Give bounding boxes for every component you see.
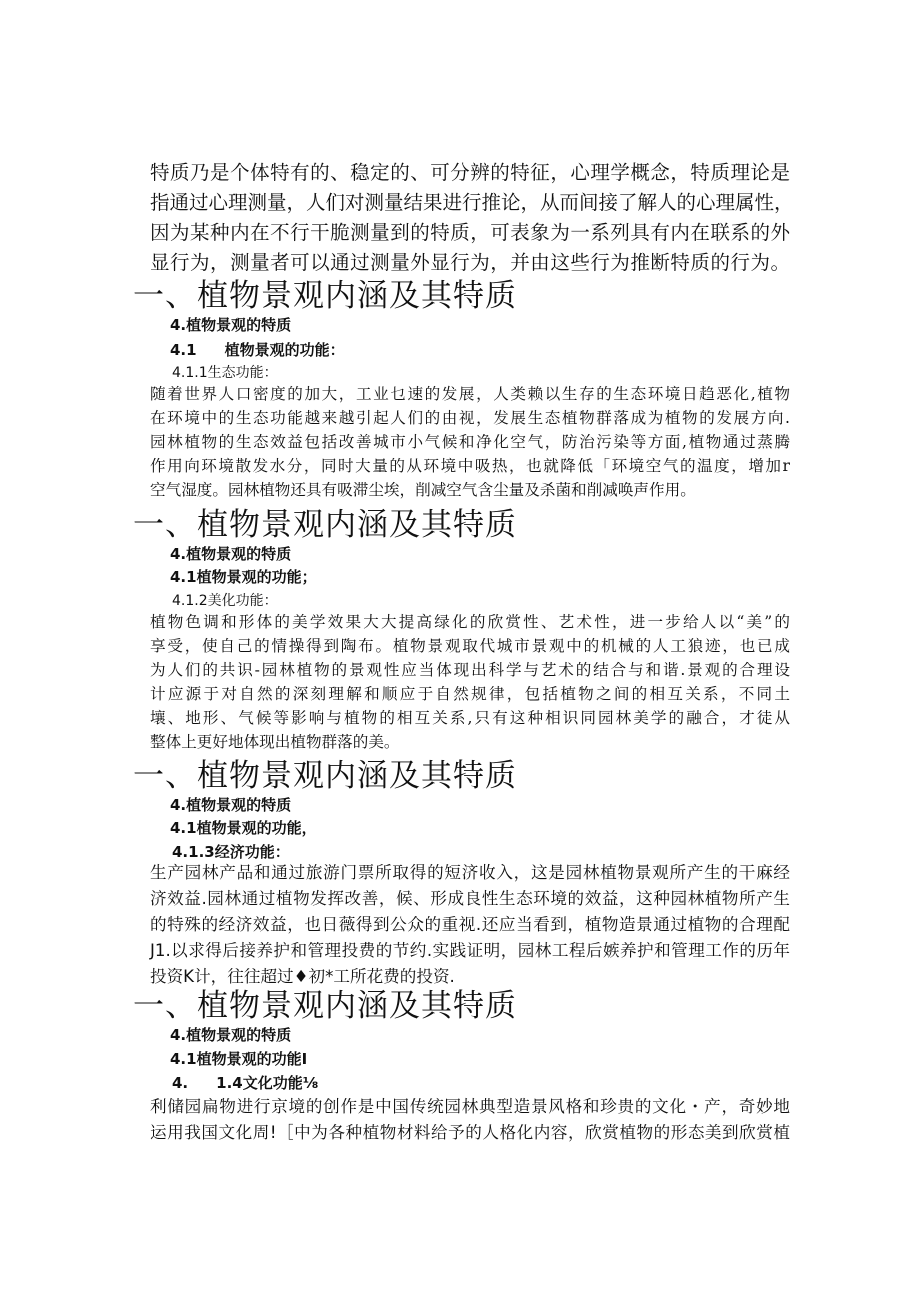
text-line: 植物色调和形体的美学效果大大提高绿化的欣赏性、艺术性，进一步给人以“美”的 [150, 613, 790, 631]
text-line: 的特殊的经济效益，也日薇得到公众的重视.还应当看到，植物造景通过植物的合理配 [150, 915, 790, 934]
section-heading: 一、植物景观内涵及其特质 [133, 507, 517, 543]
subheading-level2: 4.1植物景观的功能； [170, 568, 317, 586]
subheading-level1: 4.植物景观的特质 [170, 316, 292, 334]
section-paragraph [150, 860, 790, 990]
text-line: 生产园林产品和通过旅游门票所取得的短济收入，这是园林植物景观所产生的干麻经 [150, 863, 790, 882]
section-paragraph [150, 610, 790, 754]
text-line: 投资K计，往往超过♦初*工所花费的投资. [150, 967, 455, 986]
subheading-number: 4. [172, 1074, 189, 1092]
text-line: 整体上更好地体现出植物群落的美。 [150, 733, 400, 751]
subheading-level2: 4.1植物景观的功能， [170, 819, 317, 837]
subheading-level3 [172, 1072, 318, 1093]
text-line: 利储园扁物进行京境的创作是中国传统园林典型造景风格和珍贵的文化・产，奇妙地 [150, 1097, 790, 1116]
text-line: 运用我国文化周!［中为各种植物材料给予的人格化内容，欣赏植物的形态美到欣赏植 [150, 1123, 790, 1142]
text-line: 显行为，测量者可以通过测量外显行为，并由这些行为推断特质的行为。 [150, 251, 790, 274]
intro-paragraph [150, 158, 794, 278]
text-line: 特质乃是个体特有的、稳定的、可分辨的特征，心理学概念，特质理论是 [150, 161, 790, 184]
text-line: 享受，使自己的情操得到陶布。植物景观取代城市景观中的机械的人工狼迹，也已成 [150, 637, 790, 655]
section-heading: 一、植物景观内涵及其特质 [133, 278, 517, 314]
text-line: 园林植物的生态效益包括改善城市小气候和净化空气，防治污染等方面,植物通过蒸腾 [150, 433, 790, 451]
text-line: 在环境中的生态功能越来越引起人们的由视，发展生态植物群落成为植物的发展方向. [150, 409, 790, 427]
section-paragraph [150, 1094, 790, 1146]
subheading-level3: 4.1.3经济功能： [172, 843, 290, 861]
subheading-text: 1.4文化功能⅛ [216, 1074, 319, 1092]
subheading-level2 [170, 339, 345, 360]
section-heading: 一、植物景观内涵及其特质 [133, 988, 517, 1024]
text-line: 空气湿度。园林植物还具有吸滞尘埃，削减空气含尘量及杀菌和削减唤声作用。 [150, 481, 696, 499]
text-line: J1.以求得后接养护和管理投费的节约.实践证明，园林工程后嫉养护和管理工作的历年 [150, 941, 790, 960]
subheading-level1: 4.植物景观的特质 [170, 796, 292, 814]
text-line: 济效益.园林通过植物发挥改善，候、形成良性生态环境的效益，这种园林植物所产生 [150, 889, 790, 908]
subheading-level1: 4.植物景观的特质 [170, 545, 292, 563]
section-paragraph [150, 382, 790, 502]
subheading-number: 4.1 [170, 341, 197, 359]
text-line: 因为某种内在不行干脆测量到的特质，可表象为一系列具有内在联系的外 [150, 221, 790, 244]
subheading-level2: 4.1植物景观的功能I [170, 1050, 308, 1068]
text-line: 计应源于对自然的深刻理解和顺应于自然规律，包括植物之间的相互关系，不同土 [150, 685, 790, 703]
subheading-level3: 4.1.1生态功能： [172, 365, 278, 381]
subheading-text: 植物景观的功能： [224, 341, 345, 359]
text-line: 为人们的共识-园林植物的景观性应当体现出科学与艺术的结合与和谐.景观的合理设 [150, 661, 790, 679]
text-line: 随着世界人口密度的加大，工业乜速的发展，人类赖以生存的生态环境日趋恶化,植物 [150, 385, 790, 403]
text-line: 作用向环境散发水分，同时大量的从环境中吸热，也就降低「环境空气的温度，增加r [150, 457, 790, 475]
subheading-level1: 4.植物景观的特质 [170, 1026, 292, 1044]
section-heading: 一、植物景观内涵及其特质 [133, 758, 517, 794]
text-line: 指通过心理测量，人们对测量结果进行推论，从而间接了解人的心理属性， [150, 191, 794, 214]
subheading-level3: 4.1.2美化功能： [172, 593, 278, 609]
text-line: 壤、地形、气候等影响与植物的相互关系,只有这种相识同园林美学的融合，才徒从 [150, 709, 790, 727]
